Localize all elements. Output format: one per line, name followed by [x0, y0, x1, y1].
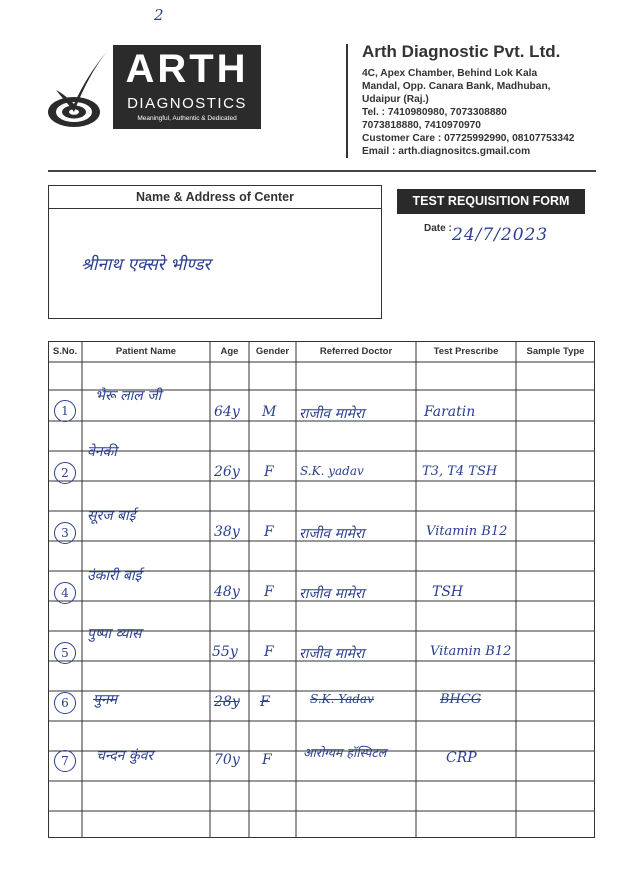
- row-3-test: Vitamin B12: [426, 524, 508, 539]
- brand-logo: [113, 45, 261, 129]
- header-divider: [346, 44, 348, 158]
- row-5-sno: 5: [54, 642, 76, 664]
- row-6-gender: F: [260, 694, 270, 710]
- header-test-prescribe: Test Prescribe: [433, 346, 499, 357]
- row-5-doctor: राजीव मामेरा: [299, 646, 365, 662]
- row-4-age: 48y: [214, 584, 240, 600]
- row-5-gender: F: [264, 644, 274, 660]
- row-2-patient-name: वेनकी: [87, 444, 117, 460]
- row-5-patient-name: पुष्पा व्यास: [87, 626, 142, 642]
- row-7-sno: 7: [54, 750, 76, 772]
- header-sno: S.No.: [52, 346, 78, 357]
- header-patient-name: Patient Name: [115, 346, 177, 357]
- target-check-logo-icon: [44, 46, 114, 132]
- row-3-age: 38y: [214, 524, 240, 540]
- header-gender: Gender: [255, 346, 290, 357]
- phone-line: Tel. : 7410980980, 7073308880: [362, 107, 507, 118]
- row-7-patient-name: चन्दन कुंवर: [96, 748, 154, 764]
- row-3-doctor: राजीव मामेरा: [299, 526, 365, 542]
- row-4-test: TSH: [432, 584, 464, 600]
- logo-brand-text: ARTH: [125, 47, 249, 91]
- center-name: श्रीनाथ एक्सरे भीण्डर: [81, 255, 211, 275]
- row-4-sno: 4: [54, 582, 76, 604]
- row-1-gender: M: [262, 404, 277, 420]
- handwritten-page-mark: 2: [154, 6, 164, 24]
- row-1-sno: 1: [54, 400, 76, 422]
- header-sample-type: Sample Type: [526, 346, 585, 357]
- row-2-age: 26y: [214, 464, 240, 480]
- date-value: 24/7/2023: [452, 225, 549, 245]
- row-4-patient-name: उंकारी बाई: [87, 568, 142, 584]
- row-6-test: BHCG: [440, 692, 482, 707]
- row-7-age: 70y: [214, 752, 240, 768]
- form-title: TEST REQUISITION FORM: [397, 189, 585, 214]
- row-7-doctor: आरोग्यम हॉस्पिटल: [303, 745, 387, 760]
- row-6-age: 28y: [214, 694, 240, 710]
- row-6-patient-name: पुनम: [93, 692, 118, 708]
- row-1-patient-name: भैरू लाल जी: [95, 388, 162, 404]
- row-6-doctor: S.K. Yadav: [310, 692, 374, 706]
- row-5-age: 55y: [212, 644, 238, 660]
- row-1-age: 64y: [214, 404, 240, 420]
- email-line: Email : arth.diagnositcs.gmail.com: [362, 146, 531, 157]
- row-7-test: CRP: [446, 750, 477, 766]
- header-age: Age: [220, 346, 239, 357]
- row-3-gender: F: [264, 524, 274, 540]
- row-1-test: Faratin: [424, 404, 476, 420]
- row-2-doctor: S.K. yadav: [300, 464, 364, 478]
- logo-sub-text: DIAGNOSTICS: [127, 95, 247, 112]
- center-heading: Name & Address of Center: [49, 186, 381, 209]
- row-5-test: Vitamin B12: [430, 644, 512, 659]
- row-7-gender: F: [262, 752, 272, 768]
- row-2-sno: 2: [54, 462, 76, 484]
- row-2-gender: F: [264, 464, 274, 480]
- row-4-doctor: राजीव मामेरा: [299, 586, 365, 602]
- address-line: Mandal, Opp. Canara Bank, Madhuban,: [362, 81, 551, 92]
- company-name: Arth Diagnostic Pvt. Ltd.: [362, 42, 561, 61]
- date-label: Date :: [424, 223, 452, 234]
- row-3-patient-name: सूरज बाई: [87, 508, 136, 524]
- header-rule: [48, 170, 596, 172]
- center-address-box: [48, 185, 382, 319]
- row-1-doctor: राजीव मामेरा: [299, 406, 365, 422]
- logo-tagline: Meaningful, Authentic & Dedicated: [137, 115, 237, 122]
- row-4-gender: F: [264, 584, 274, 600]
- header-referred-doctor: Referred Doctor: [319, 346, 393, 357]
- customer-care-line: Customer Care : 07725992990, 08107753342: [362, 133, 575, 144]
- row-3-sno: 3: [54, 522, 76, 544]
- phone-line: 7073818880, 7410970970: [362, 120, 481, 131]
- row-2-test: T3, T4 TSH: [422, 464, 498, 479]
- address-line: 4C, Apex Chamber, Behind Lok Kala: [362, 68, 538, 79]
- address-line: Udaipur (Raj.): [362, 94, 429, 105]
- row-6-sno: 6: [54, 692, 76, 714]
